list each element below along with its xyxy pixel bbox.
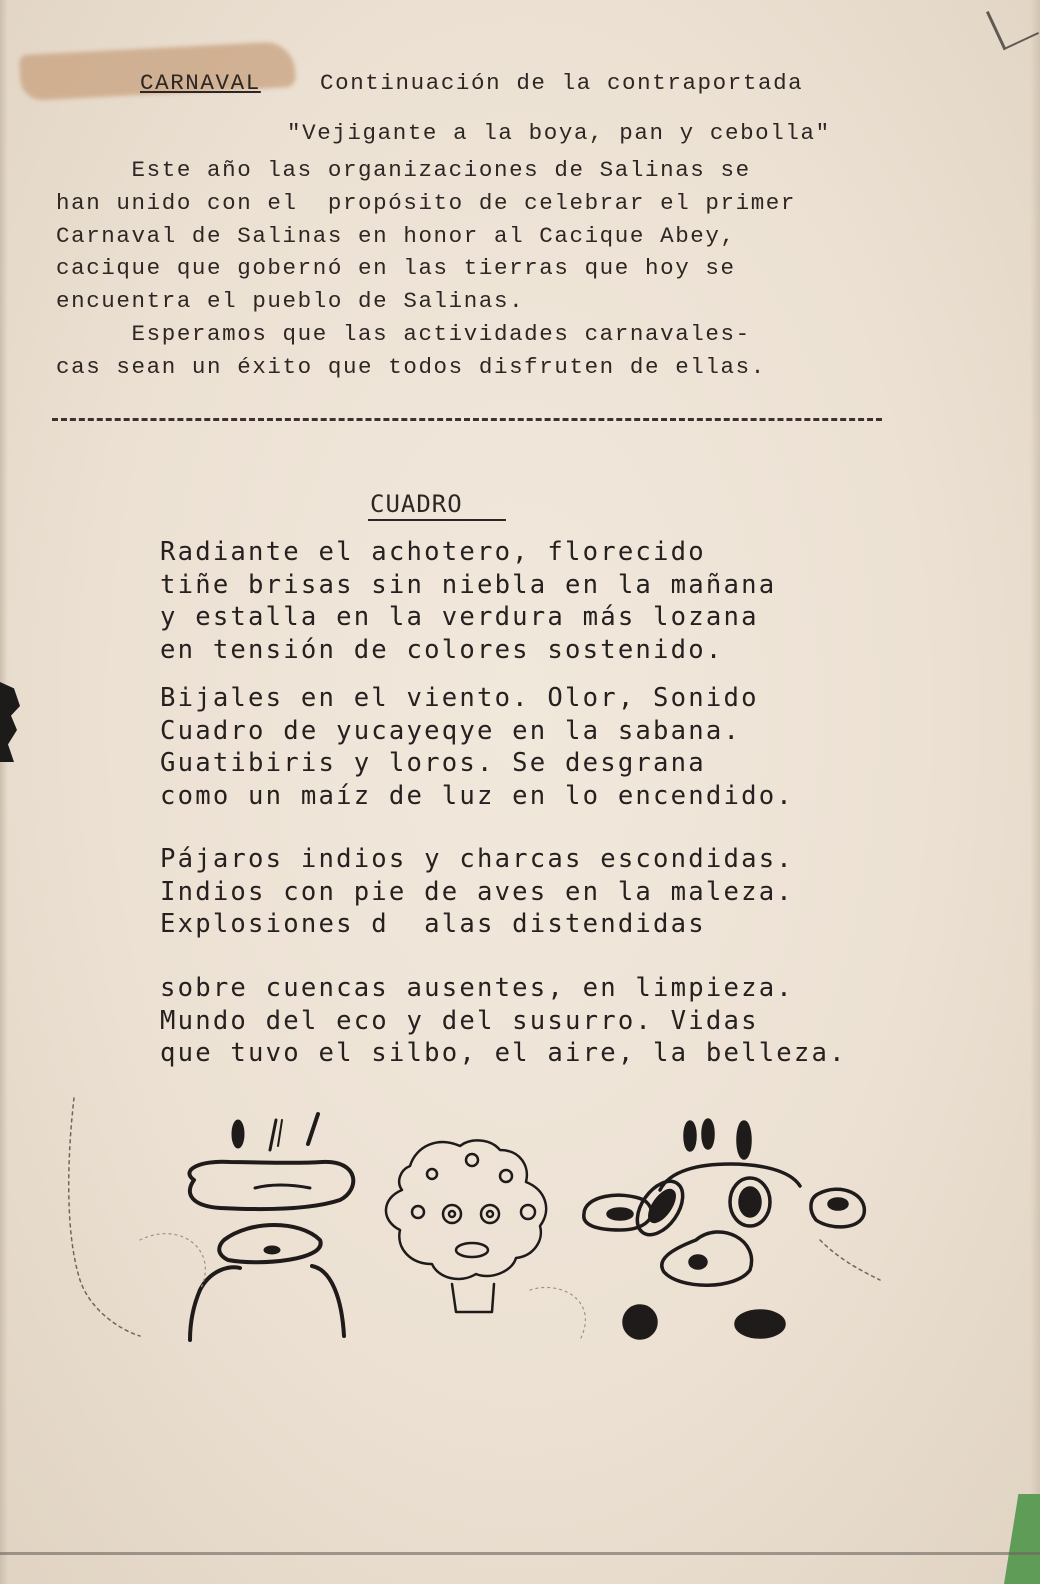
face-middle (386, 1140, 546, 1312)
poem-line: Bijales en el viento. Olor, Sonido (160, 683, 759, 713)
carnaval-paragraph (56, 154, 796, 384)
page-bottom-line (0, 1552, 1040, 1555)
poem-stanza (160, 536, 776, 666)
poem-line: Cuadro de yucayeqye en la sabana. (160, 715, 742, 746)
poem-stanza (160, 972, 847, 1070)
poem-line: Mundo del eco y del susurro. Vidas (160, 1005, 759, 1036)
dashed-divider (52, 418, 882, 421)
poem-line: Explosiones d alas distendidas (160, 909, 706, 939)
poem-line: en tensión de colores sostenido. (160, 634, 724, 665)
page-edge-left (0, 0, 8, 1584)
paragraph-line: han unido con el propósito de celebrar el primer (56, 189, 797, 216)
torn-edge-mark (0, 682, 20, 762)
paragraph-line: cacique que gobernó en las tierras que hoy se (56, 255, 736, 282)
poem-line: Indios con pie de aves en la maleza. (160, 876, 794, 907)
poem-line: que tuvo el silbo, el aire, la belleza. (160, 1038, 847, 1068)
poem-line: Radiante el achotero, florecido (160, 537, 706, 567)
page-edge-right (1030, 0, 1040, 1584)
poem-stanza (160, 682, 794, 812)
poem-title-underline (368, 519, 506, 521)
face-left (189, 1114, 353, 1340)
paragraph-line: encuentra el pueblo de Salinas. (56, 288, 525, 315)
poem-line: como un maíz de luz en lo encendido. (160, 780, 794, 811)
poem-line: sobre cuencas ausentes, en limpieza. (160, 973, 794, 1003)
paragraph-line: Este año las organizaciones de Salinas se (56, 157, 751, 183)
paragraph-line: Esperamos que las actividades carnavales- (56, 320, 751, 347)
poem-line: tiñe brisas sin niebla en la mañana (160, 569, 777, 600)
poem-line: Guatibiris y loros. Se desgrana (160, 748, 706, 778)
section-subtitle: Continuación de la contraportada (320, 70, 804, 96)
paragraph-line: cas sean un éxito que todos disfruten de ellas. (56, 353, 766, 380)
poem-stanza (160, 843, 794, 941)
poem-line: Pájaros indios y charcas escondidas. (160, 844, 794, 874)
section-title: CARNAVAL (140, 70, 261, 96)
face-right (584, 1120, 880, 1338)
paragraph-line: Carnaval de Salinas en honor al Cacique Abey, (56, 222, 736, 249)
poem-title: CUADRO (370, 490, 463, 518)
green-corner-mark (1004, 1494, 1040, 1584)
petroglyph-faces-drawing-icon (60, 1090, 920, 1380)
poem-line: y estalla en la verdura más lozana (160, 602, 759, 632)
carnaval-quote: "Vejigante a la boya, pan y cebolla" (287, 120, 831, 146)
